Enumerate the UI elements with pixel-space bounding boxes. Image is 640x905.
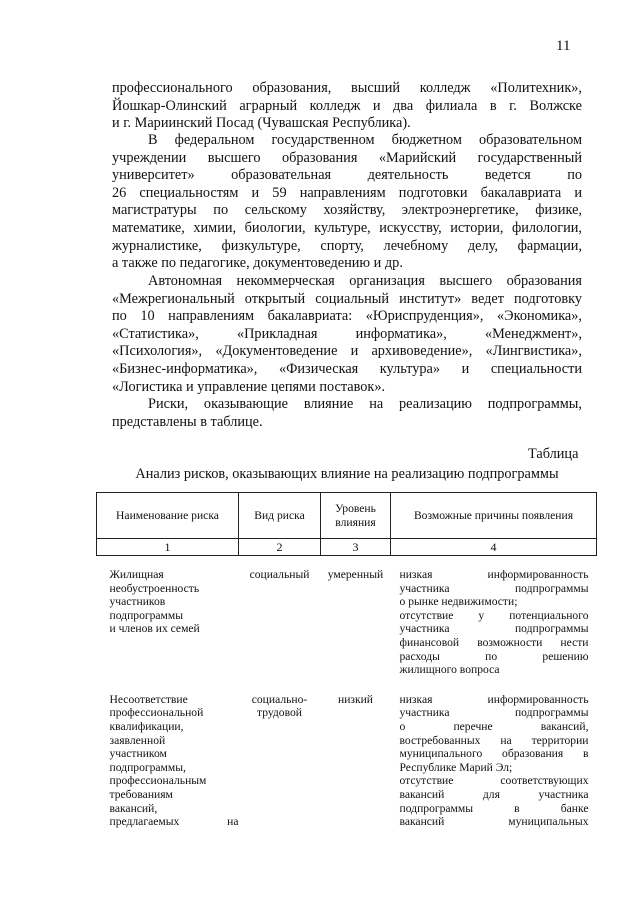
- cell-line: подпрограммы,: [109, 760, 186, 774]
- cell-line: профессиональным: [109, 774, 207, 788]
- cell-line: муниципального образования в: [399, 747, 589, 761]
- cell-line: Несоответствие: [109, 692, 188, 706]
- cell-line: отсутствие у потенциального: [399, 608, 589, 622]
- cell-line: жилищного вопроса: [399, 663, 500, 677]
- cell-line: подпрограммы в банке: [399, 801, 589, 815]
- paragraph-1: [112, 80, 582, 133]
- cell-line: заявленной: [109, 733, 166, 747]
- table-caption: Анализ рисков, оказывающих влияние на реализацию подпрограммы: [135, 466, 559, 482]
- impact-level-cell: умеренный: [327, 568, 384, 581]
- text-line: математике, химии, биологии, культуре, искусству, истории, филологии,: [112, 219, 582, 236]
- cell-line: вакансий,: [109, 801, 158, 815]
- text-line: и г. Мариинский Посад (Чувашская Республика).: [112, 115, 411, 132]
- cell-line: участников: [109, 595, 166, 609]
- text-line: Риски, оказывающие влияние на реализацию подпрограммы,: [148, 396, 582, 412]
- text-line: университет» образовательная деятельность ведется по: [112, 167, 582, 184]
- text-line: учреждении высшего образования «Марийский государственный: [112, 149, 582, 166]
- text-line: Йошкар-Олинский аграрный колледж и два филиала в г. Волжске: [112, 97, 582, 114]
- header-impact-level: Уровень влияния: [321, 493, 391, 539]
- cell-line: о перечне вакансий,: [399, 719, 589, 733]
- cell-line: и членов их семей: [109, 622, 200, 636]
- header-risk-name: Наименование риска: [97, 493, 239, 539]
- cell-line: социально-: [251, 692, 308, 706]
- text-line: «Психология», «Документоведение и архивоведение», «Лингвистика»,: [112, 343, 582, 360]
- cell-line: Республике Марий Эл;: [399, 760, 513, 774]
- cell-line: участника подпрограммы: [399, 706, 589, 720]
- column-number: 1: [97, 539, 239, 556]
- text-line: 26 специальностям и 59 направлениям подготовки бакалавриата и: [112, 184, 582, 201]
- possible-causes-cell: [391, 556, 597, 677]
- cell-line: Жилищная: [109, 568, 164, 581]
- paragraph-3: [112, 273, 582, 396]
- impact-level-cell: низкий: [337, 692, 374, 706]
- cell-line: необустроенность: [109, 581, 200, 595]
- cell-line: финансовой возможности нести: [399, 635, 589, 649]
- text-line: а также по педагогике, документоведению и др.: [112, 255, 403, 272]
- risk-type-cell: [239, 556, 321, 677]
- cell-line: подпрограммы: [109, 608, 184, 622]
- text-line: Автономная некоммерческая организация высшего образования: [148, 273, 582, 289]
- text-line: журналистике, физкультуре, спорту, лечебному делу, фармации,: [112, 237, 582, 254]
- cell-line: расходы по решению: [399, 649, 589, 663]
- text-line: «Статистика», «Прикладная информатика», «Менеджмент»,: [112, 325, 582, 342]
- text-line: магистратуры по сельскому хозяйству, электроэнергетике, физике,: [112, 202, 582, 219]
- text-line: В федеральном государственном бюджетном образовательном: [148, 132, 582, 148]
- cell-line: требованиям: [109, 787, 173, 801]
- text-line: «Бизнес-информатика», «Физическая культура» и специальности: [112, 360, 582, 377]
- cell-line: трудовой: [256, 706, 302, 720]
- table-row: [97, 677, 597, 829]
- text-line: по 10 направлениям бакалавриата: «Юриспруденция», «Экономика»,: [112, 308, 582, 325]
- text-line: «Межрегиональный открытый социальный институт» ведет подготовку: [112, 290, 582, 307]
- cell-line: о рынке недвижимости;: [399, 595, 518, 609]
- page-number: 11: [556, 38, 571, 54]
- cell-line: востребованных на территории: [399, 733, 589, 747]
- table-label: Таблица: [528, 446, 579, 462]
- risk-name-cell: [97, 556, 239, 677]
- header-risk-type: Вид риска: [239, 493, 321, 539]
- paragraph-2: [112, 132, 582, 273]
- cell-line: низкая информированность: [399, 568, 589, 581]
- cell-line: профессиональной: [109, 706, 204, 720]
- risk-name-cell: [97, 677, 239, 829]
- text-line: профессионального образования, высший колледж «Политехник»,: [112, 80, 582, 96]
- risk-type-cell: [239, 677, 321, 829]
- cell-line: вакансий для участника: [399, 787, 589, 801]
- cell-line: участника подпрограммы: [399, 581, 589, 595]
- table-row: [97, 556, 597, 677]
- column-number: 2: [239, 539, 321, 556]
- table-header-row: [97, 493, 597, 539]
- text-line: представлены в таблице.: [112, 413, 263, 430]
- column-number: 4: [391, 539, 597, 556]
- header-possible-causes: Возможные причины появления: [391, 493, 597, 539]
- cell-line: участника подпрограммы: [399, 622, 589, 636]
- column-number: 3: [321, 539, 391, 556]
- cell-line: квалификации,: [109, 719, 184, 733]
- possible-causes-cell: [391, 677, 597, 829]
- column-number-row: [97, 539, 597, 556]
- cell-line: низкая информированность: [399, 692, 589, 706]
- cell-line: социальный: [249, 568, 310, 581]
- cell-line: вакансий муниципальных: [399, 815, 589, 829]
- text-line: «Логистика и управление цепями поставок».: [112, 378, 386, 395]
- cell-line: участником: [109, 747, 167, 761]
- paragraph-4: [112, 396, 582, 431]
- cell-line: отсутствие соответствующих: [399, 774, 589, 788]
- risk-table: [96, 492, 596, 829]
- cell-line: предлагаемых на: [109, 815, 239, 829]
